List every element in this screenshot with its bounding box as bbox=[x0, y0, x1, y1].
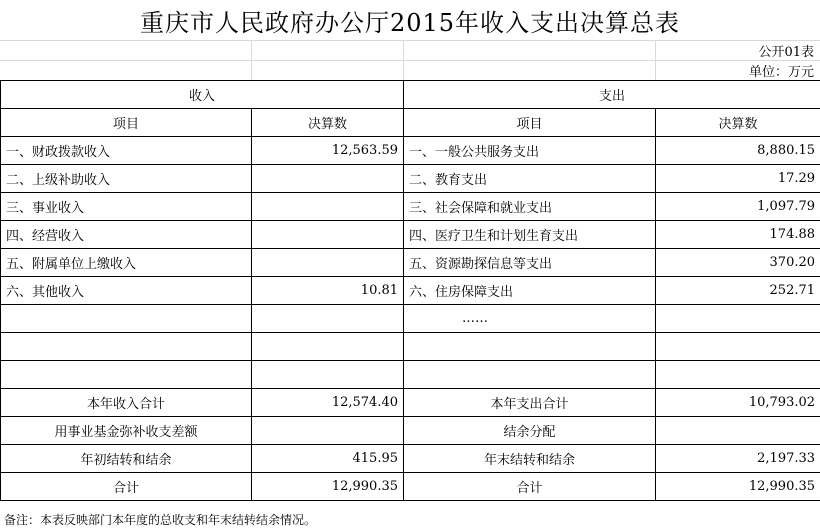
grid-line bbox=[0, 60, 820, 61]
income-item-cell bbox=[1, 333, 252, 361]
table-row bbox=[1, 361, 820, 389]
expenditure-amount-cell: 174.88 bbox=[656, 221, 820, 249]
income-amount-cell: 10.81 bbox=[252, 277, 404, 305]
expenditure-amount-header: 决算数 bbox=[656, 109, 820, 137]
expenditure-summary-label: 合计 bbox=[404, 473, 656, 501]
unit-label: 单位：万元 bbox=[748, 65, 814, 80]
grid-line bbox=[655, 40, 656, 80]
income-item-cell: 四、经营收入 bbox=[1, 221, 252, 249]
summary-row bbox=[1, 417, 820, 445]
expenditure-amount-cell: 370.20 bbox=[656, 249, 820, 277]
income-item-cell: 六、其他收入 bbox=[1, 277, 252, 305]
table-row bbox=[1, 165, 820, 193]
expenditure-item-cell bbox=[404, 333, 656, 361]
expenditure-summary-label: 结余分配 bbox=[404, 417, 656, 445]
income-header: 收入 bbox=[1, 81, 404, 109]
income-summary-amount bbox=[252, 417, 404, 445]
expenditure-amount-cell bbox=[656, 305, 820, 333]
table-row bbox=[1, 137, 820, 165]
table-row bbox=[1, 333, 820, 361]
income-item-cell: 五、附属单位上缴收入 bbox=[1, 249, 252, 277]
expenditure-summary-amount bbox=[656, 417, 820, 445]
budget-table bbox=[0, 80, 820, 501]
expenditure-amount-cell: 1,097.79 bbox=[656, 193, 820, 221]
expenditure-item-cell: 三、社会保障和就业支出 bbox=[404, 193, 656, 221]
expenditure-amount-cell: 252.71 bbox=[656, 277, 820, 305]
expenditure-item-cell: …… bbox=[404, 305, 656, 333]
income-amount-cell bbox=[252, 361, 404, 389]
income-amount-cell bbox=[252, 221, 404, 249]
income-item-cell bbox=[1, 361, 252, 389]
income-amount-cell bbox=[252, 305, 404, 333]
page-title: 重庆市人民政府办公厅2015年收入支出决算总表 bbox=[139, 8, 681, 37]
table-row bbox=[1, 305, 820, 333]
expenditure-header: 支出 bbox=[404, 81, 820, 109]
section-header-row bbox=[1, 81, 820, 109]
income-item-header: 项目 bbox=[1, 109, 252, 137]
income-item-cell: 三、事业收入 bbox=[1, 193, 252, 221]
income-amount-cell bbox=[252, 333, 404, 361]
summary-row bbox=[1, 389, 820, 417]
income-amount-cell bbox=[252, 165, 404, 193]
income-item-cell: 二、上级补助收入 bbox=[1, 165, 252, 193]
expenditure-summary-amount: 2,197.33 bbox=[656, 445, 820, 473]
income-summary-label: 合计 bbox=[1, 473, 252, 501]
expenditure-item-cell: 六、住房保障支出 bbox=[404, 277, 656, 305]
income-summary-amount: 415.95 bbox=[252, 445, 404, 473]
summary-row bbox=[1, 473, 820, 501]
expenditure-item-cell: 二、教育支出 bbox=[404, 165, 656, 193]
income-amount-header: 决算数 bbox=[252, 109, 404, 137]
expenditure-summary-amount: 10,793.02 bbox=[656, 389, 820, 417]
column-header-row bbox=[1, 109, 820, 137]
table-row bbox=[1, 193, 820, 221]
grid-line bbox=[403, 40, 404, 80]
expenditure-amount-cell: 17.29 bbox=[656, 165, 820, 193]
expenditure-item-cell bbox=[404, 361, 656, 389]
expenditure-amount-cell bbox=[656, 361, 820, 389]
expenditure-item-cell: 五、资源勘探信息等支出 bbox=[404, 249, 656, 277]
income-item-cell: 一、财政拨款收入 bbox=[1, 137, 252, 165]
expenditure-item-cell: 四、医疗卫生和计划生育支出 bbox=[404, 221, 656, 249]
expenditure-item-header: 项目 bbox=[404, 109, 656, 137]
income-summary-label: 本年收入合计 bbox=[1, 389, 252, 417]
footnote: 备注：本表反映部门本年度的总收支和年末结转结余情况。 bbox=[4, 513, 317, 527]
expenditure-summary-label: 年末结转和结余 bbox=[404, 445, 656, 473]
income-amount-cell bbox=[252, 249, 404, 277]
income-summary-label: 年初结转和结余 bbox=[1, 445, 252, 473]
income-item-cell bbox=[1, 305, 252, 333]
expenditure-amount-cell: 8,880.15 bbox=[656, 137, 820, 165]
income-amount-cell bbox=[252, 193, 404, 221]
table-row bbox=[1, 249, 820, 277]
income-amount-cell: 12,563.59 bbox=[252, 137, 404, 165]
income-summary-amount: 12,574.40 bbox=[252, 389, 404, 417]
grid-line bbox=[251, 40, 252, 80]
income-summary-amount: 12,990.35 bbox=[252, 473, 404, 501]
expenditure-item-cell: 一、一般公共服务支出 bbox=[404, 137, 656, 165]
expenditure-amount-cell bbox=[656, 333, 820, 361]
form-number: 公开01表 bbox=[758, 45, 814, 60]
income-summary-label: 用事业基金弥补收支差额 bbox=[1, 417, 252, 445]
expenditure-summary-label: 本年支出合计 bbox=[404, 389, 656, 417]
grid-line bbox=[0, 40, 820, 41]
table-row bbox=[1, 277, 820, 305]
summary-row bbox=[1, 445, 820, 473]
expenditure-summary-amount: 12,990.35 bbox=[656, 473, 820, 501]
table-row bbox=[1, 221, 820, 249]
